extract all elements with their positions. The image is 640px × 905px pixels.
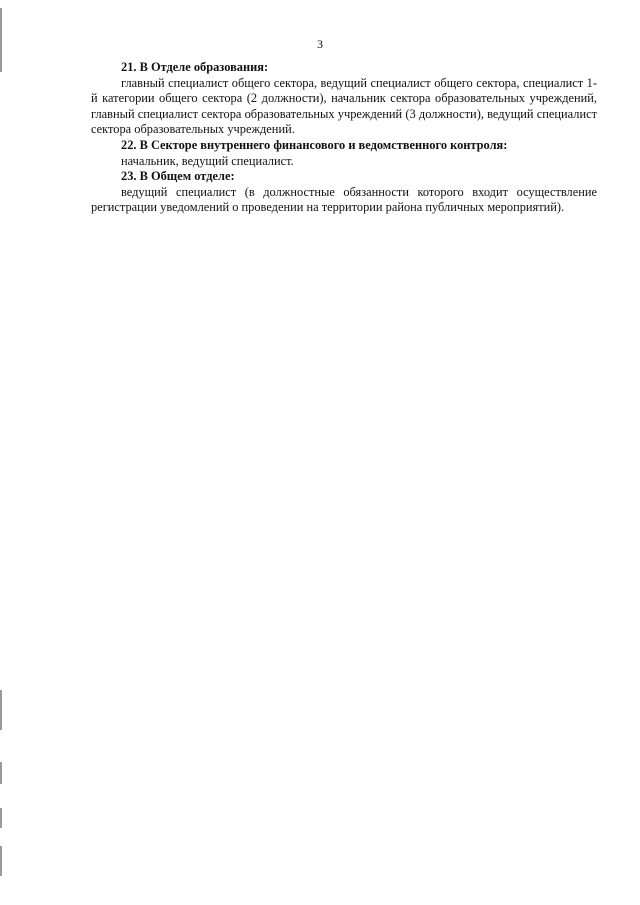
page-number: 3 [317, 37, 323, 51]
section-heading-general-department: 23. В Общем отделе: [121, 169, 235, 184]
section-heading-education: 21. В Отделе образования: [121, 60, 269, 74]
section-heading-financial-control: 22. В Секторе внутреннего финансового и ведомственного контроля: [121, 137, 508, 152]
section-text-general-department: ведущий специалист (в должностные обязанности которого входит осуществление регистрации уведомлений о проведении на территории района публичных мероприятий). [91, 184, 597, 215]
section-text-education: главный специалист общего сектора, ведущий специалист общего сектора, специалист 1-й категории общего сектора (2 должности), начальник сектора образовательных учреждений, главный специалист сектора образовательных учреждений (3 должности), ведущий специалист сектора образовательных учреждений. [91, 75, 597, 137]
scan-edge-mark [0, 846, 2, 876]
scan-edge-mark [0, 808, 2, 828]
document-body [91, 60, 597, 216]
section-text-financial-control: начальник, ведущий специалист. [121, 153, 294, 168]
scan-edge-mark [0, 762, 2, 784]
scan-edge-mark [0, 690, 2, 730]
